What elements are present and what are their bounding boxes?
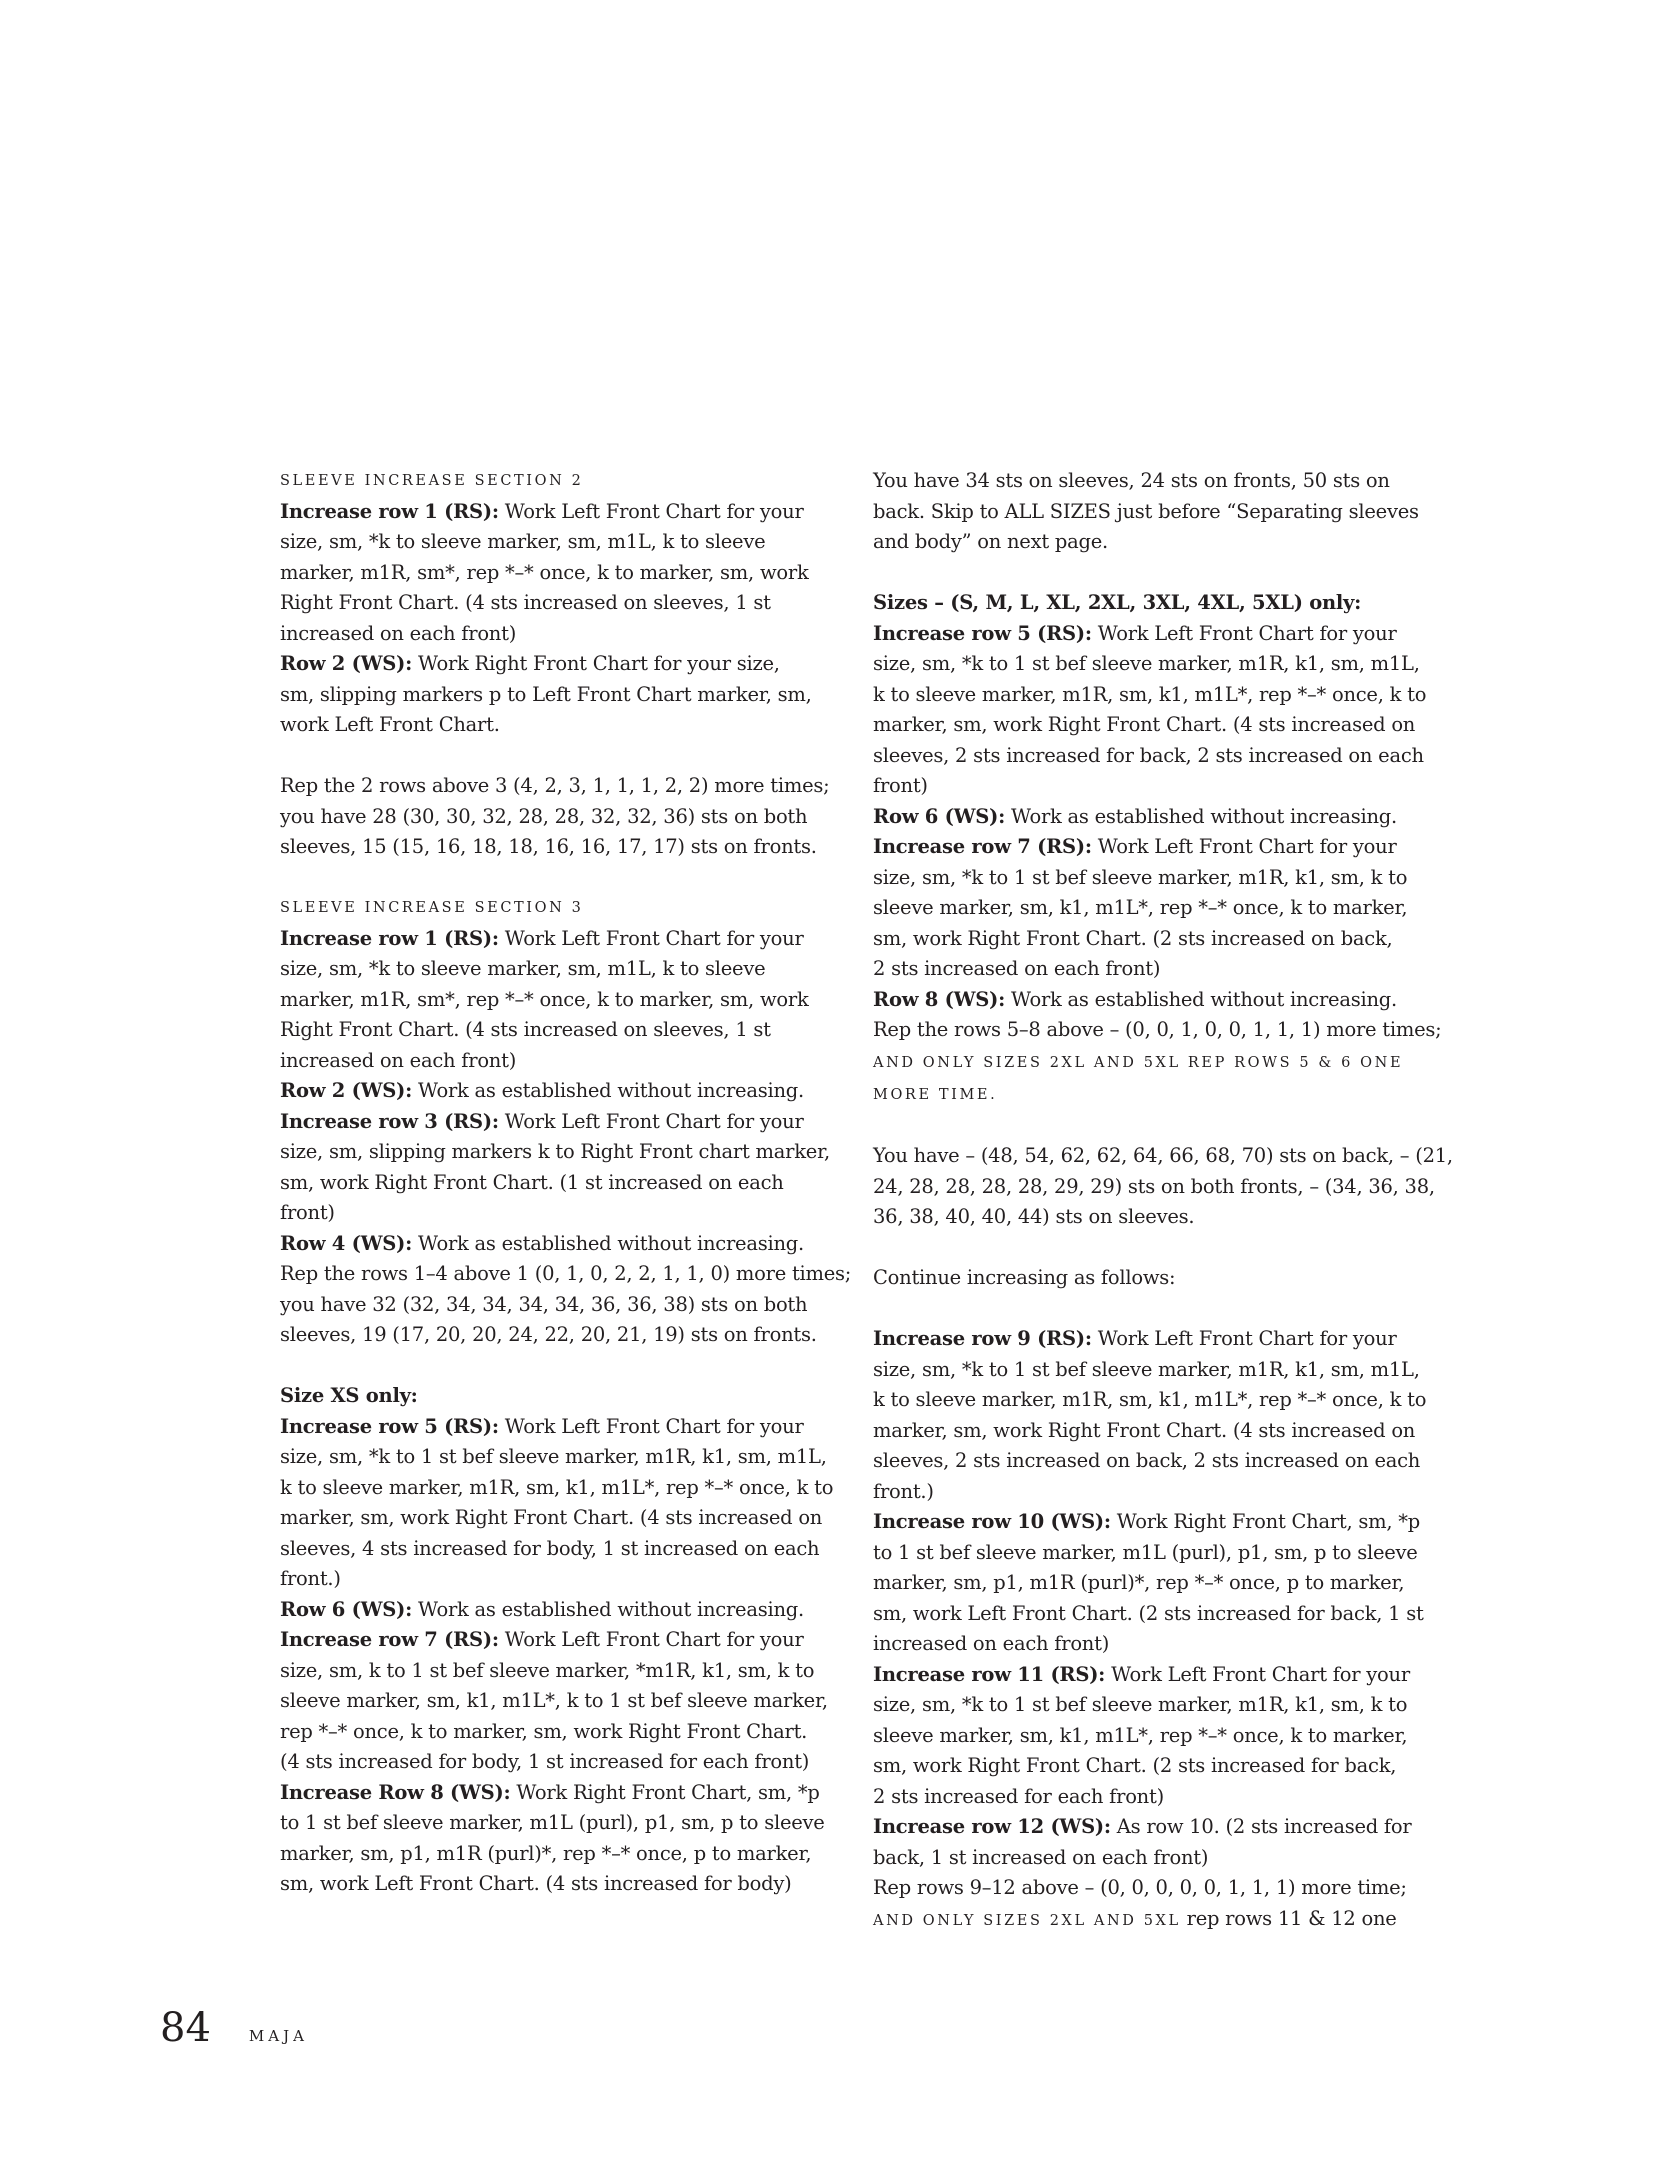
text-line <box>280 1076 825 1107</box>
text-line <box>280 1473 834 1504</box>
text-line <box>873 466 1418 497</box>
line-text: Work as established without increasing. <box>1005 804 1397 828</box>
text-line <box>280 588 825 619</box>
line-text: and body” on next page. <box>873 530 1108 553</box>
text-line <box>873 1538 1418 1569</box>
text-line <box>280 1686 828 1717</box>
text-line <box>280 1381 825 1412</box>
line-text: (4 sts increased for body, 1 st increased for each front) <box>280 1750 810 1773</box>
text-line <box>280 924 825 955</box>
line-text: marker, sm, work Right Front Chart. (4 sts increased on <box>873 713 1416 736</box>
line-text: rep *–* once, k to marker, sm, work Right Front Chart. <box>280 1719 808 1743</box>
right-column <box>873 466 1453 1936</box>
text-line <box>873 924 1418 955</box>
text-line <box>873 527 1418 558</box>
text-line <box>873 1843 1418 1874</box>
line-text: 36, 38, 40, 40, 44) sts on sleeves. <box>873 1205 1195 1228</box>
text-line <box>873 588 1418 619</box>
text-line <box>873 1904 1418 1937</box>
line-text: Work Right Front Chart for your size, <box>412 652 780 675</box>
text-line <box>873 1078 1418 1111</box>
row-label: Increase Row 8 (WS): <box>280 1780 511 1804</box>
text-line <box>280 1259 852 1290</box>
row-label: Row 8 (WS): <box>873 987 1006 1011</box>
text-line <box>873 1263 1418 1294</box>
small-caps-text: MORE TIME. <box>873 1087 998 1103</box>
line-text: sleeves, 19 (17, 20, 20, 24, 22, 20, 21, 19) sts on fronts. <box>280 1323 817 1346</box>
text-line <box>280 649 825 680</box>
text-line <box>280 1503 825 1534</box>
row-label: Increase row 7 (RS): <box>873 835 1092 858</box>
line-text: marker, m1R, sm*, rep *–* once, k to marker, sm, work <box>280 987 809 1011</box>
row-label: Increase row 12 (WS): <box>873 1815 1111 1838</box>
line-text: Work Left Front Chart for your <box>498 926 804 950</box>
text-line <box>873 497 1418 528</box>
line-text: sm, work Right Front Chart. (2 sts increased on back, <box>873 926 1393 950</box>
text-line <box>280 771 830 802</box>
line-text: marker, sm, work Right Front Chart. (4 sts increased on <box>873 1418 1416 1442</box>
text-line <box>280 1320 825 1351</box>
paragraph-gap <box>873 558 1418 589</box>
line-text: marker, sm, work Right Front Chart. (4 sts increased on <box>280 1506 823 1529</box>
text-line <box>280 1747 825 1778</box>
row-label: Increase row 11 (RS): <box>873 1662 1106 1686</box>
line-text: Rep the rows 1–4 above 1 (0, 1, 0, 2, 2, 1, 1, 0) more times; <box>280 1262 852 1285</box>
line-text: to 1 st bef sleeve marker, m1L (purl), p1, sm, p to sleeve <box>280 1811 825 1834</box>
line-text: 2 sts increased for each front) <box>873 1784 1164 1808</box>
text-line <box>873 1873 1418 1904</box>
text-line <box>873 1568 1418 1599</box>
line-text: size, sm, *k to 1 st bef sleeve marker, m1R, k1, sm, m1L, <box>280 1445 827 1468</box>
text-line <box>280 527 825 558</box>
row-label: Row 2 (WS): <box>280 1079 413 1102</box>
footer-label: MAJA <box>248 2027 308 2045</box>
line-text: sm, work Left Front Chart. (4 sts increased for body) <box>280 1872 792 1895</box>
line-text: marker, sm, p1, m1R (purl)*, rep *–* once, p to marker, <box>280 1841 812 1865</box>
text-line <box>280 1534 825 1565</box>
row-label: Increase row 7 (RS): <box>280 1628 499 1651</box>
row-label: Row 4 (WS): <box>280 1231 413 1255</box>
line-text: sm, work Right Front Chart. (2 sts increased for back, <box>873 1754 1397 1777</box>
text-line <box>873 954 1418 985</box>
text-line <box>280 1198 825 1229</box>
text-line <box>280 1717 825 1748</box>
paragraph-gap <box>873 1111 1418 1142</box>
line-text: size, sm, *k to 1 st bef sleeve marker, m1R, k1, sm, k to <box>873 865 1408 889</box>
line-text: sm, slipping markers p to Left Front Chart marker, sm, <box>280 682 812 706</box>
line-text: size, sm, *k to 1 st bef sleeve marker, m1R, k1, sm, m1L, <box>873 1357 1420 1381</box>
text-line <box>280 985 825 1016</box>
small-caps-text: AND ONLY SIZES 2XL AND 5XL REP ROWS 5 & 6 ONE <box>873 1054 1404 1071</box>
line-text: sm, work Right Front Chart. (1 st increased on each <box>280 1170 784 1194</box>
text-line <box>280 680 825 711</box>
line-text: You have – (48, 54, 62, 62, 64, 66, 68, 70) sts on back, – (21, <box>873 1144 1453 1167</box>
text-line <box>873 1751 1418 1782</box>
section-heading: SLEEVE INCREASE SECTION 3 <box>280 900 584 916</box>
text-line <box>873 741 1424 772</box>
line-text: Right Front Chart. (4 sts increased on sleeves, 1 st <box>280 1018 771 1041</box>
text-line <box>873 1172 1435 1203</box>
text-line <box>873 1782 1418 1813</box>
line-text: Work Left Front Chart for your <box>498 1109 804 1133</box>
text-line <box>280 1107 825 1138</box>
row-label: Sizes – (S, M, L, XL, 2XL, 3XL, 4XL, 5XL) only: <box>873 591 1362 614</box>
row-label: Increase row 9 (RS): <box>873 1327 1092 1350</box>
row-label: Row 6 (WS): <box>873 804 1006 828</box>
line-text: sleeves, 15 (15, 16, 18, 18, 16, 16, 17, 17) sts on fronts. <box>280 835 817 858</box>
text-line <box>280 497 825 528</box>
text-line <box>280 1869 825 1900</box>
text-line <box>873 863 1418 894</box>
text-line <box>280 1839 825 1870</box>
line-text: front.) <box>280 1567 341 1590</box>
line-text: sleeves, 2 sts increased for back, 2 sts increased on each <box>873 743 1424 767</box>
text-line <box>280 1442 825 1473</box>
line-text: rep rows 11 & 12 one <box>1180 1906 1397 1930</box>
row-label: Row 6 (WS): <box>280 1597 413 1621</box>
text-line <box>873 1141 1453 1172</box>
text-line <box>873 771 1418 802</box>
line-text: Rep the rows 5–8 above – (0, 0, 1, 0, 0, 1, 1, 1) more times; <box>873 1018 1442 1041</box>
text-line <box>873 802 1418 833</box>
line-text: to 1 st bef sleeve marker, m1L (purl), p1, sm, p to sleeve <box>873 1540 1418 1564</box>
line-text: sleeves, 2 sts increased on back, 2 sts increased on each <box>873 1449 1421 1472</box>
row-label: Increase row 1 (RS): <box>280 926 499 950</box>
line-text: k to sleeve marker, m1R, sm, k1, m1L*, rep *–* once, k to <box>873 1388 1427 1411</box>
line-text: Work Left Front Chart for your <box>1105 1662 1410 1686</box>
page-footer <box>160 2005 308 2051</box>
row-label: Row 2 (WS): <box>280 652 413 675</box>
text-line <box>873 832 1418 863</box>
paragraph-gap <box>280 1351 825 1382</box>
paragraph-gap <box>873 1233 1418 1264</box>
text-line <box>280 1778 825 1809</box>
text-line <box>873 1812 1418 1843</box>
row-label: Increase row 3 (RS): <box>280 1109 499 1133</box>
line-text: Work Left Front Chart for your <box>498 499 804 523</box>
text-line <box>873 1629 1418 1660</box>
section-heading: SLEEVE INCREASE SECTION 2 <box>280 473 584 489</box>
text-line <box>873 1507 1421 1538</box>
text-line <box>873 1721 1418 1752</box>
line-text: You have 34 sts on sleeves, 24 sts on fronts, 50 sts on <box>873 469 1390 492</box>
line-text: Work Left Front Chart for your <box>1091 835 1397 858</box>
text-line <box>280 1168 825 1199</box>
text-line <box>873 1599 1424 1630</box>
row-label: Increase row 1 (RS): <box>280 499 499 523</box>
line-text: you have 28 (30, 30, 32, 28, 28, 32, 32, 36) sts on both <box>280 804 808 828</box>
text-line <box>280 832 825 863</box>
text-line <box>280 710 825 741</box>
text-line <box>280 1412 825 1443</box>
line-text: Work Left Front Chart for your <box>1091 621 1397 645</box>
line-text: k to sleeve marker, m1R, sm, k1, m1L*, rep *–* once, k to <box>873 682 1427 706</box>
line-text: front) <box>873 774 928 797</box>
line-text: size, sm, *k to 1 st bef sleeve marker, m1R, k1, sm, m1L, <box>873 652 1420 675</box>
text-line <box>873 1355 1418 1386</box>
paragraph-gap <box>280 863 825 894</box>
text-line <box>873 649 1418 680</box>
text-line <box>280 1137 830 1168</box>
row-label: Increase row 5 (RS): <box>873 621 1092 645</box>
line-text: k to sleeve marker, m1R, sm, k1, m1L*, rep *–* once, k to <box>280 1475 834 1499</box>
line-text: increased on each front) <box>280 621 517 645</box>
line-text: Rep rows 9–12 above – (0, 0, 0, 0, 0, 1, 1, 1) more time; <box>873 1876 1407 1899</box>
text-line <box>873 1660 1418 1691</box>
line-text: size, sm, *k to sleeve marker, sm, m1L, k to sleeve <box>280 957 766 980</box>
text-line <box>280 1564 825 1595</box>
line-text: front.) <box>873 1479 934 1503</box>
line-text: sleeves, 4 sts increased for body, 1 st increased on each <box>280 1536 820 1560</box>
line-text: size, sm, slipping markers k to Right Front chart marker, <box>280 1140 830 1163</box>
text-line <box>280 1808 825 1839</box>
line-text: back, 1 st increased on each front) <box>873 1845 1209 1869</box>
text-line <box>873 680 1427 711</box>
text-line <box>873 1385 1427 1416</box>
line-text: Right Front Chart. (4 sts increased on sleeves, 1 st <box>280 591 771 614</box>
line-text: marker, m1R, sm*, rep *–* once, k to marker, sm, work <box>280 560 809 584</box>
line-text: Continue increasing as follows: <box>873 1266 1176 1289</box>
text-line <box>873 1046 1418 1079</box>
text-line <box>873 985 1418 1016</box>
line-text: As row 10. (2 sts increased for <box>1110 1815 1412 1838</box>
text-line <box>280 1656 825 1687</box>
text-line <box>873 619 1418 650</box>
text-line <box>280 1290 825 1321</box>
line-text: sleeve marker, sm, k1, m1L*, k to 1 st bef sleeve marker, <box>280 1689 828 1712</box>
left-column <box>280 466 852 1900</box>
line-text: 24, 28, 28, 28, 28, 29, 29) sts on both fronts, – (34, 36, 38, <box>873 1174 1435 1198</box>
line-text: size, sm, *k to 1 st bef sleeve marker, m1R, k1, sm, k to <box>873 1693 1408 1716</box>
text-line <box>873 1416 1418 1447</box>
small-caps-text: AND ONLY SIZES 2XL AND 5XL <box>873 1912 1181 1929</box>
line-text: Work as established without increasing. <box>412 1597 804 1621</box>
line-text: Work Right Front Chart, sm, *p <box>1110 1510 1421 1533</box>
line-text: back. Skip to ALL SIZES just before “Separating sleeves <box>873 499 1419 523</box>
line-text: 2 sts increased on each front) <box>873 957 1161 980</box>
row-label: Size XS only: <box>280 1384 418 1407</box>
text-line <box>873 710 1418 741</box>
line-text: Work Left Front Chart for your <box>1091 1327 1397 1350</box>
line-text: Work Right Front Chart, sm, *p <box>510 1780 820 1804</box>
line-text: sleeve marker, sm, k1, m1L*, rep *–* once, k to marker, <box>873 1723 1408 1747</box>
row-label: Increase row 5 (RS): <box>280 1414 499 1438</box>
paragraph-gap <box>280 741 825 772</box>
line-text: front) <box>280 1201 335 1224</box>
line-text: Work Left Front Chart for your <box>498 1414 804 1438</box>
text-line <box>873 1477 1418 1508</box>
text-line <box>873 1324 1418 1355</box>
line-text: you have 32 (32, 34, 34, 34, 34, 36, 36, 38) sts on both <box>280 1292 808 1316</box>
line-text: size, sm, k to 1 st bef sleeve marker, *m1R, k1, sm, k to <box>280 1658 815 1682</box>
line-text: sleeve marker, sm, k1, m1L*, rep *–* once, k to marker, <box>873 896 1408 919</box>
text-line <box>873 1446 1421 1477</box>
text-line <box>280 1015 825 1046</box>
text-line <box>280 1046 825 1077</box>
row-label: Increase row 10 (WS): <box>873 1510 1111 1533</box>
paragraph-gap <box>873 1294 1418 1325</box>
line-text: marker, sm, p1, m1R (purl)*, rep *–* once, p to marker, <box>873 1571 1405 1594</box>
line-text: Work as established without increasing. <box>1005 987 1397 1011</box>
line-text: increased on each front) <box>280 1048 517 1072</box>
text-line <box>280 1625 825 1656</box>
text-line <box>873 1015 1442 1046</box>
text-line <box>280 954 825 985</box>
text-line <box>873 1202 1418 1233</box>
page-number: 84 <box>160 2005 211 2051</box>
line-text: Rep the 2 rows above 3 (4, 2, 3, 1, 1, 1, 2, 2) more times; <box>280 774 830 797</box>
line-text: increased on each front) <box>873 1632 1110 1655</box>
text-line <box>280 1229 825 1260</box>
text-line <box>280 1595 825 1626</box>
text-line <box>873 893 1418 924</box>
line-text: work Left Front Chart. <box>280 713 500 736</box>
line-text: size, sm, *k to sleeve marker, sm, m1L, k to sleeve <box>280 530 766 553</box>
text-line <box>873 1690 1418 1721</box>
line-text: Work as established without increasing. <box>412 1079 804 1102</box>
line-text: Work Left Front Chart for your <box>498 1628 804 1651</box>
line-text: Work as established without increasing. <box>412 1231 804 1255</box>
text-line <box>280 619 825 650</box>
line-text: sm, work Left Front Chart. (2 sts increased for back, 1 st <box>873 1601 1424 1625</box>
text-line <box>280 558 825 589</box>
text-line <box>280 802 825 833</box>
